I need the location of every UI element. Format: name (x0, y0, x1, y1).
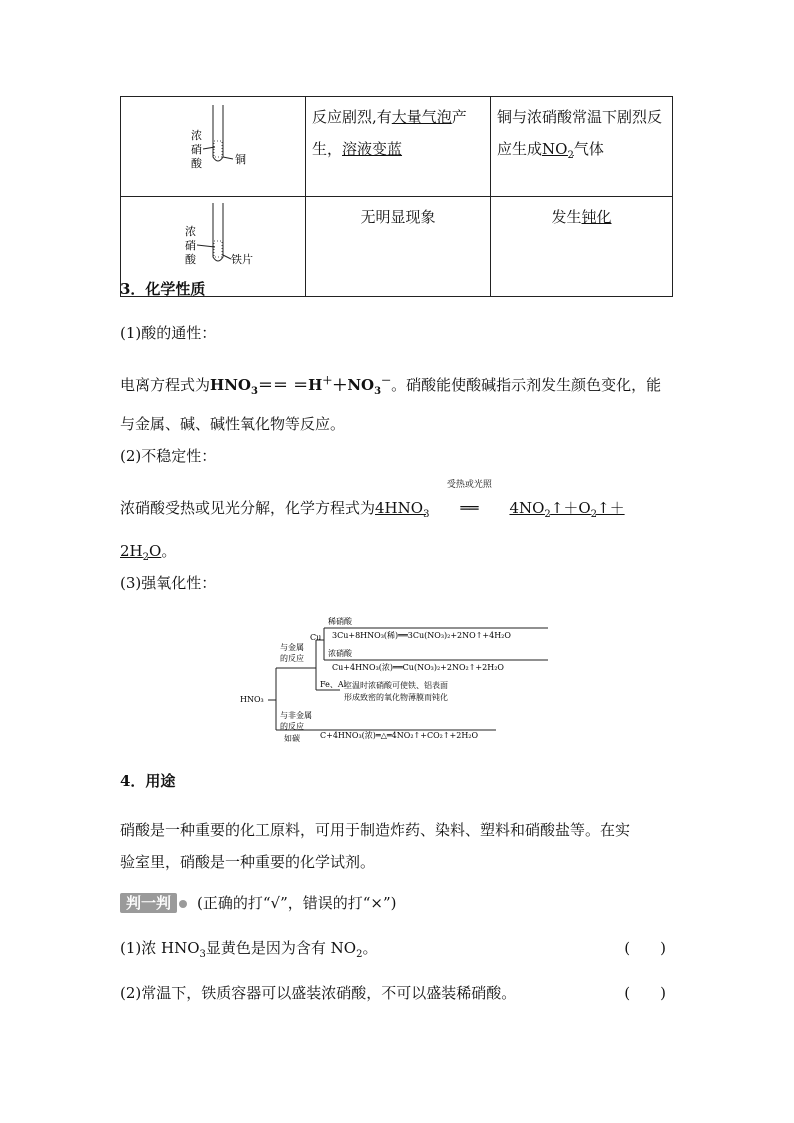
label-nong: 浓 (191, 129, 202, 142)
paragraph: 电离方程式为$HNO_3== =H^++NO_3^-$。硝酸能使酸碱指示剂发生颜色变化，能 与金属、碱、碱性氧化物等反应。 (120, 376, 662, 433)
root-node: HNO₃ (240, 695, 264, 704)
passivation-text: 形成致密的氧化物薄膜而钝化 (344, 693, 448, 702)
answer-blank[interactable]: ( ) (624, 984, 666, 1002)
subsection-title: (1)酸的通性： (120, 324, 217, 342)
text: 产生， (312, 108, 467, 158)
judge-badge: 判一判 (120, 893, 177, 913)
answer-text: $4HNO_3$ (375, 499, 430, 520)
conclusion-cell (491, 197, 673, 297)
answer-text: 溶液变蓝 (342, 140, 403, 158)
text: 气体 (573, 140, 604, 158)
experiment-table (120, 96, 673, 297)
text: 反应剧烈,有 (312, 108, 392, 126)
cu-node: Cu (310, 633, 322, 642)
label-suan: 酸 (185, 253, 196, 266)
judge-item: (2)常温下，铁质容器可以盛装浓硝酸，不可以盛装稀硝酸。 ( ) (120, 984, 666, 1002)
answer-blank[interactable]: ( ) (624, 939, 666, 957)
passivation-text: 室温时浓硝酸可使铁、铝表面 (344, 681, 448, 690)
conc-label: 浓硝酸 (328, 649, 352, 658)
metal-iron: 铁片 (231, 253, 253, 266)
section-title: 3．化学性质 (120, 280, 206, 298)
instruction: (正确的打“√”，错误的打“×”) (197, 894, 397, 912)
paragraph: 浓硝酸受热或见光分解，化学方程式为$4HNO_3$ 受热或光照 ══ $4NO_2↑+O_2↑+$ $2H_2O$。 (120, 480, 625, 563)
judge-header (120, 892, 397, 913)
branch-label: 的反应 (280, 722, 304, 731)
answer-text: 大量气泡 (391, 108, 452, 126)
text: 发生 (551, 208, 582, 226)
dot-icon (179, 900, 187, 908)
subsection-title: (3)强氧化性： (120, 574, 217, 592)
carbon-label: 如碳 (284, 734, 300, 743)
phenomenon-cell (306, 97, 491, 197)
branch-label: 与非金属 (280, 711, 312, 720)
oxidation-diagram (236, 610, 556, 750)
apparatus-cell (121, 97, 306, 197)
fe-al-label: Fe、Al (320, 680, 347, 689)
section-title: 4．用途 (120, 772, 176, 790)
answer-text: 钝化 (581, 208, 612, 226)
label-xiao: 硝 (191, 143, 202, 156)
equation-conc: Cu+4HNO₃(浓)══Cu(NO₃)₂+2NO₂↑+2H₂O (332, 663, 504, 672)
reaction-arrow: 受热或光照 ══ (446, 480, 492, 517)
answer-text: $NO_2$ (542, 140, 574, 161)
branch-label: 与金属 (280, 643, 304, 652)
judge-item: (1)浓 $HNO_3$显黄色是因为含有 $NO_2$。 ( ) (120, 939, 666, 960)
test-tube-copper-figure (127, 101, 297, 181)
conclusion-cell (491, 97, 673, 197)
subsection-title: (2)不稳定性： (120, 447, 217, 465)
test-tube-iron-figure (127, 201, 297, 281)
phenomenon-cell (306, 197, 491, 297)
equation-dilute: 3Cu+8HNO₃(稀)══3Cu(NO₃)₂+2NO↑+4H₂O (332, 631, 511, 640)
equation-carbon: C+4HNO₃(浓)═△═4NO₂↑+CO₂↑+2H₂O (320, 731, 479, 740)
text: 铜与浓硝酸常温下剧烈反应生成 (497, 108, 663, 158)
dilute-label: 稀硝酸 (328, 617, 352, 626)
table-row (121, 97, 673, 197)
metal-copper: 铜 (235, 153, 246, 166)
paragraph: 硝酸是一种重要的化工原料，可用于制造炸药、染料、塑料和硝酸盐等。在实 验室里，硝酸是一种重要的化学试剂。 (120, 821, 631, 871)
answer-text: $4NO_2↑+O_2↑+$ (509, 499, 625, 520)
label-suan: 酸 (191, 157, 202, 170)
branch-label: 的反应 (280, 654, 304, 663)
label-xiao: 硝 (185, 239, 196, 252)
answer-text: $2H_2O$ (120, 542, 162, 563)
text: 无明显现象 (360, 208, 436, 226)
label-nong: 浓 (185, 225, 196, 238)
